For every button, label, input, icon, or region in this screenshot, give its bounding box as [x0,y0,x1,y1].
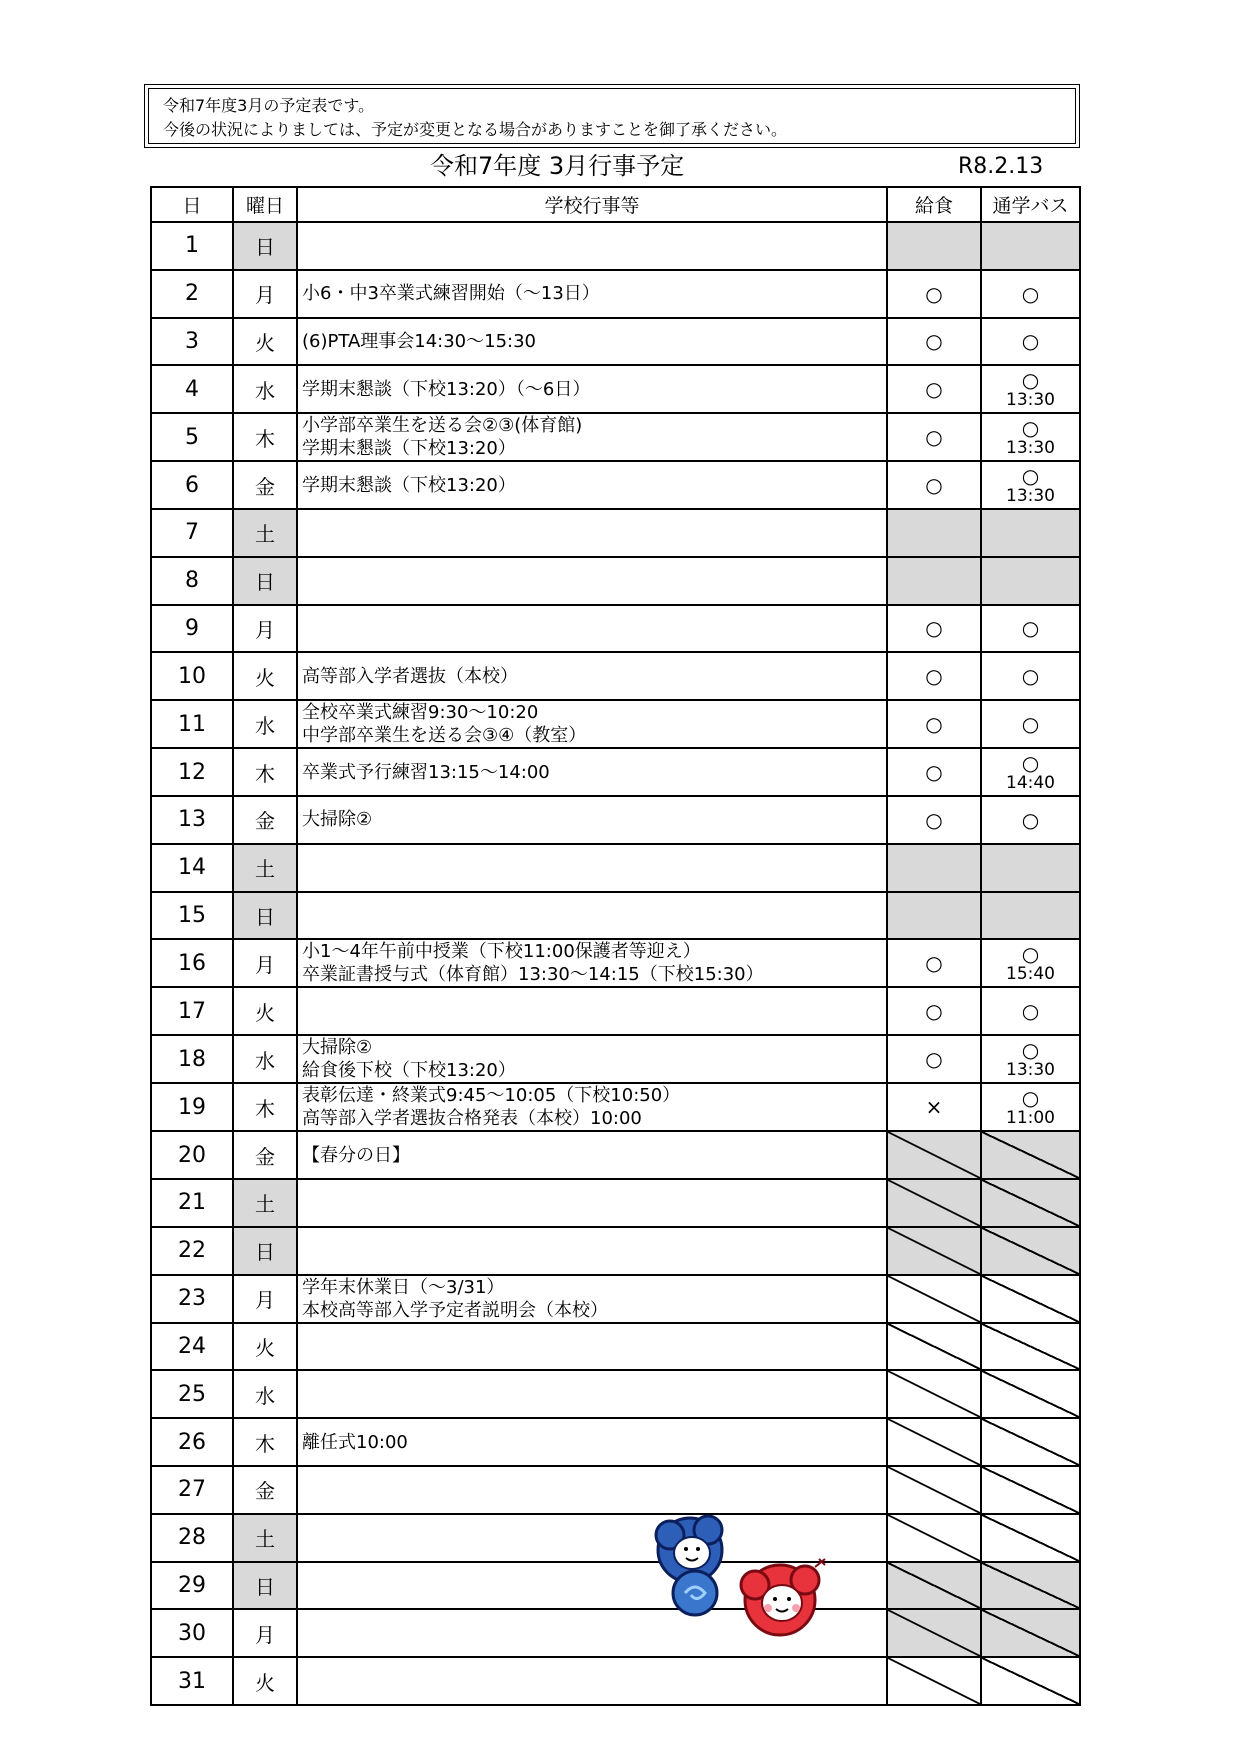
table-row [151,652,1080,700]
table-row [151,1657,1080,1705]
event-text: 大掃除② [302,1037,373,1059]
events-cell [297,892,887,940]
bus-time: 11:00 [1006,1108,1055,1129]
event-text: 離任式10:00 [302,1431,408,1453]
day-cell: 26 [151,1418,233,1466]
weekday-cell: 火 [233,1323,297,1371]
day-cell: 31 [151,1657,233,1705]
header-weekday: 曜日 [233,187,297,222]
bus-mark: ○ [1021,942,1040,967]
weekday-cell: 月 [233,1609,297,1657]
lunch-cell [887,1562,981,1610]
weekday-cell: 火 [233,318,297,366]
table-row [151,1275,1080,1323]
table-row [151,1083,1080,1131]
day-cell: 6 [151,461,233,509]
lunch-cell [887,222,981,270]
table-row [151,1466,1080,1514]
table-row [151,1035,1080,1083]
lunch-cell [887,1514,981,1562]
lunch-cell: ○ [887,939,981,987]
weekday-cell: 火 [233,652,297,700]
lunch-cell: ○ [887,605,981,653]
table-row [151,270,1080,318]
weekday-cell: 月 [233,605,297,653]
day-cell: 2 [151,270,233,318]
bus-cell [981,1418,1080,1466]
bus-mark: ○ [1021,751,1040,776]
table-row [151,748,1080,796]
weekday-cell: 日 [233,557,297,605]
day-cell: 20 [151,1131,233,1179]
bus-cell [981,939,1080,987]
table-row [151,1179,1080,1227]
weekday-cell: 木 [233,1083,297,1131]
bus-cell [981,748,1080,796]
table-row [151,557,1080,605]
bus-cell [981,1657,1080,1705]
bus-mark: ○ [1021,1038,1040,1063]
event-text: 卒業証書授与式（体育館）13:30～14:15（下校15:30） [302,964,764,986]
weekday-cell: 金 [233,1466,297,1514]
page-title: 令和7年度 3月行事予定 [430,152,685,180]
bus-cell [981,892,1080,940]
header-events: 学校行事等 [297,187,887,222]
bus-time: 15:40 [1006,964,1055,985]
events-cell [297,1083,887,1131]
lunch-cell [887,1275,981,1323]
day-cell: 8 [151,557,233,605]
day-cell: 1 [151,222,233,270]
lunch-cell: ○ [887,748,981,796]
lunch-cell: ○ [887,700,981,748]
lunch-cell [887,557,981,605]
events-cell [297,557,887,605]
bus-mark: ○ [1021,712,1040,737]
table-row [151,892,1080,940]
bus-cell [981,1227,1080,1275]
lunch-cell [887,1609,981,1657]
table-row [151,844,1080,892]
day-cell: 7 [151,509,233,557]
bus-time: 13:30 [1006,1060,1055,1081]
lunch-cell [887,1657,981,1705]
bus-cell [981,1323,1080,1371]
bus-cell [981,987,1080,1035]
lunch-cell: ○ [887,1035,981,1083]
issue-date: R8.2.13 [958,154,1044,179]
events-cell [297,939,887,987]
lunch-cell: ○ [887,461,981,509]
weekday-cell: 日 [233,892,297,940]
day-cell: 13 [151,796,233,844]
bus-cell [981,557,1080,605]
bus-cell [981,1179,1080,1227]
weekday-cell: 土 [233,1179,297,1227]
bus-mark: ○ [1021,807,1040,832]
events-cell [297,1275,887,1323]
day-cell: 23 [151,1275,233,1323]
weekday-cell: 火 [233,987,297,1035]
events-cell [297,987,887,1035]
day-cell: 3 [151,318,233,366]
table-row [151,939,1080,987]
lunch-cell: ○ [887,318,981,366]
lunch-cell: ○ [887,796,981,844]
day-cell: 4 [151,365,233,413]
day-cell: 15 [151,892,233,940]
notice-box [148,88,1076,144]
event-text: 学期末懇談（下校13:20） [302,474,516,496]
bus-cell [981,318,1080,366]
day-cell: 14 [151,844,233,892]
weekday-cell: 月 [233,1275,297,1323]
table-row [151,1227,1080,1275]
event-text: 卒業式予行練習13:15～14:00 [302,761,550,783]
lunch-cell [887,1131,981,1179]
day-cell: 10 [151,652,233,700]
bus-time: 13:30 [1006,390,1055,411]
schedule-table [150,186,1081,1706]
event-text: 学期末懇談（下校13:20） [302,438,516,460]
events-cell [297,796,887,844]
event-text: 小学部卒業生を送る会②③(体育館) [302,415,583,437]
table-row [151,1418,1080,1466]
table-row [151,1562,1080,1610]
bus-cell [981,1514,1080,1562]
red-mascot-icon [741,1559,825,1635]
lunch-cell [887,892,981,940]
weekday-cell: 日 [233,1562,297,1610]
lunch-cell: ○ [887,365,981,413]
bus-cell [981,1035,1080,1083]
day-cell: 16 [151,939,233,987]
weekday-cell: 金 [233,796,297,844]
lunch-cell [887,509,981,557]
table-row [151,222,1080,270]
lunch-cell [887,1323,981,1371]
table-row [151,1609,1080,1657]
bus-cell [981,413,1080,461]
weekday-cell: 水 [233,1035,297,1083]
events-cell [297,413,887,461]
events-cell [297,605,887,653]
event-text: 全校卒業式練習9:30～10:20 [302,702,539,724]
day-cell: 29 [151,1562,233,1610]
bus-cell [981,461,1080,509]
event-text: 【春分の日】 [302,1144,410,1166]
events-cell [297,700,887,748]
table-row [151,605,1080,653]
table-row [151,413,1080,461]
bus-mark: ○ [1021,999,1040,1024]
weekday-cell: 木 [233,413,297,461]
weekday-cell: 水 [233,365,297,413]
bus-time: 13:30 [1006,486,1055,507]
events-cell [297,318,887,366]
day-cell: 28 [151,1514,233,1562]
weekday-cell: 金 [233,461,297,509]
table-row [151,1131,1080,1179]
bus-mark: ○ [1021,368,1040,393]
bus-cell [981,700,1080,748]
lunch-cell: × [887,1083,981,1131]
events-cell [297,1131,887,1179]
table-row [151,509,1080,557]
event-text: 学期末懇談（下校13:20）（～6日） [302,378,591,400]
lunch-cell: ○ [887,652,981,700]
events-cell [297,270,887,318]
bus-cell [981,1083,1080,1131]
bus-mark: ○ [1021,281,1040,306]
bus-cell [981,1609,1080,1657]
day-cell: 27 [151,1466,233,1514]
weekday-cell: 木 [233,1418,297,1466]
event-text: 高等部入学者選抜合格発表（本校）10:00 [302,1108,642,1130]
table-row [151,365,1080,413]
bus-cell [981,365,1080,413]
weekday-cell: 土 [233,844,297,892]
weekday-cell: 火 [233,1657,297,1705]
events-cell [297,1418,887,1466]
header-bus: 通学バス [981,187,1080,222]
notice-line-2: 今後の状況によりましては、予定が変更となる場合がありますことを御了承ください。 [163,120,788,139]
bus-mark: ○ [1021,664,1040,689]
events-cell [297,461,887,509]
day-cell: 19 [151,1083,233,1131]
event-text: 表彰伝達・終業式9:45～10:05（下校10:50） [302,1085,681,1107]
events-cell [297,844,887,892]
events-cell [297,748,887,796]
bus-cell [981,222,1080,270]
events-cell [297,1035,887,1083]
lunch-cell: ○ [887,413,981,461]
notice-line-1: 令和7年度3月の予定表です。 [163,96,375,115]
events-cell [297,509,887,557]
table-row [151,796,1080,844]
lunch-cell [887,1370,981,1418]
lunch-cell [887,844,981,892]
event-text: 小6・中3卒業式練習開始（～13日） [302,283,600,305]
bus-cell [981,652,1080,700]
day-cell: 12 [151,748,233,796]
weekday-cell: 土 [233,509,297,557]
event-text: 大掃除② [302,809,373,831]
table-row [151,700,1080,748]
events-cell [297,1227,887,1275]
day-cell: 30 [151,1609,233,1657]
event-text: 学年末休業日（～3/31） [302,1276,505,1298]
bus-mark: ○ [1021,464,1040,489]
bus-time: 14:40 [1006,773,1055,794]
weekday-cell: 金 [233,1131,297,1179]
lunch-cell [887,1227,981,1275]
events-cell [297,222,887,270]
events-cell [297,365,887,413]
day-cell: 25 [151,1370,233,1418]
weekday-cell: 月 [233,270,297,318]
bus-cell [981,1370,1080,1418]
lunch-cell: ○ [887,270,981,318]
weekday-cell: 日 [233,1227,297,1275]
bus-time: 13:30 [1006,438,1055,459]
table-row [151,1370,1080,1418]
events-cell [297,1179,887,1227]
event-text: 給食後下校（下校13:20） [302,1060,516,1082]
bus-mark: ○ [1021,416,1040,441]
day-cell: 22 [151,1227,233,1275]
bus-cell [981,1275,1080,1323]
day-cell: 11 [151,700,233,748]
bus-cell [981,796,1080,844]
weekday-cell: 月 [233,939,297,987]
table-row [151,318,1080,366]
weekday-cell: 水 [233,1370,297,1418]
bus-mark: ○ [1021,329,1040,354]
bus-cell [981,1562,1080,1610]
lunch-cell [887,1179,981,1227]
mascot-illustration [640,1505,840,1655]
lunch-cell: ○ [887,987,981,1035]
weekday-cell: 水 [233,700,297,748]
bus-cell [981,844,1080,892]
header-lunch: 給食 [887,187,981,222]
weekday-cell: 土 [233,1514,297,1562]
event-text: 小1～4年午前中授業（下校11:00保護者等迎え） [302,941,701,963]
lunch-cell [887,1418,981,1466]
events-cell [297,1323,887,1371]
events-cell [297,1657,887,1705]
weekday-cell: 木 [233,748,297,796]
bus-cell [981,1131,1080,1179]
blue-mascot-icon [656,1516,722,1615]
day-cell: 21 [151,1179,233,1227]
events-cell [297,652,887,700]
day-cell: 18 [151,1035,233,1083]
header-day: 日 [151,187,233,222]
table-row [151,1323,1080,1371]
events-cell [297,1370,887,1418]
day-cell: 24 [151,1323,233,1371]
event-text: 高等部入学者選抜（本校） [302,665,518,687]
event-text: 中学部卒業生を送る会③④（教室） [302,725,587,747]
bus-cell [981,270,1080,318]
bus-cell [981,509,1080,557]
lunch-cell [887,1466,981,1514]
event-text: 本校高等部入学予定者説明会（本校） [302,1299,608,1321]
day-cell: 17 [151,987,233,1035]
table-row [151,987,1080,1035]
header-row [151,187,1080,222]
table-row [151,461,1080,509]
day-cell: 9 [151,605,233,653]
event-text: (6)PTA理事会14:30～15:30 [302,330,537,352]
bus-cell [981,1466,1080,1514]
bus-cell [981,605,1080,653]
table-row [151,1514,1080,1562]
bus-mark: ○ [1021,1086,1040,1111]
weekday-cell: 日 [233,222,297,270]
day-cell: 5 [151,413,233,461]
bus-mark: ○ [1021,616,1040,641]
